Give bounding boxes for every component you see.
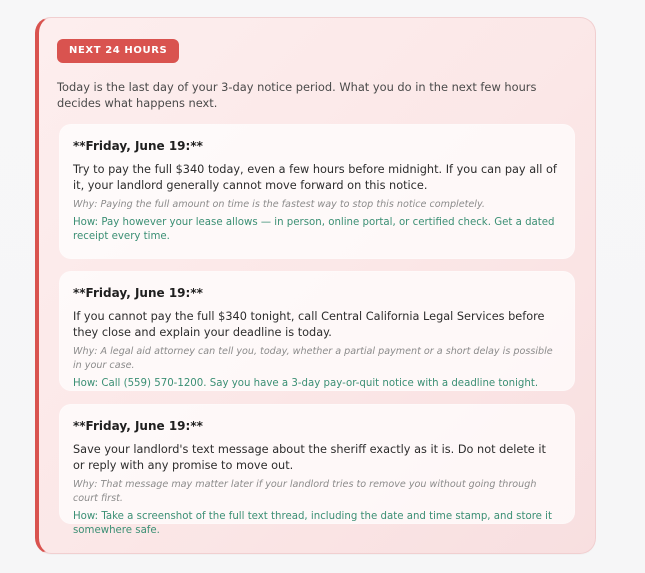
step-action-text: If you cannot pay the full $340 tonight, call Central California Legal Services before they close and explain your deadline is today. xyxy=(73,310,545,339)
step-card xyxy=(59,271,575,391)
step-why-text: Why: A legal aid attorney can tell you, today, whether a partial payment or a short delay is possible in your case. xyxy=(73,346,553,371)
step-card xyxy=(59,124,575,259)
step-how-text: How: Pay however your lease allows — in person, online portal, or certified check. Get a dated receipt every time. xyxy=(73,217,555,242)
step-action-text: Save your landlord's text message about the sheriff exactly as it is. Do not delete it or reply with any promise to move out. xyxy=(73,443,546,472)
panel-intro-text: Today is the last day of your 3-day notice period. What you do in the next few hours decides what happens next. xyxy=(57,80,537,110)
step-card xyxy=(59,404,575,536)
step-date-title: **Friday, June 19:** xyxy=(73,286,203,300)
next-24-hours-badge: NEXT 24 HOURS xyxy=(57,39,179,63)
step-how-text: How: Call (559) 570-1200. Say you have a 3-day pay-or-quit notice with a deadline tonight. xyxy=(73,378,539,389)
next-24-hours-panel xyxy=(35,17,596,554)
step-how-text: How: Take a screenshot of the full text thread, including the date and time stamp, and store it somewhere safe. xyxy=(73,511,553,536)
step-action-text: Try to pay the full $340 today, even a few hours before midnight. If you can pay all of it, your landlord generally cannot move forward on this notice. xyxy=(73,163,557,192)
step-date-title: **Friday, June 19:** xyxy=(73,419,203,433)
step-date-title: **Friday, June 19:** xyxy=(73,139,203,153)
step-why-text: Why: That message may matter later if your landlord tries to remove you without going through court first. xyxy=(73,479,537,504)
step-why-text: Why: Paying the full amount on time is the fastest way to stop this notice completely. xyxy=(73,199,485,210)
